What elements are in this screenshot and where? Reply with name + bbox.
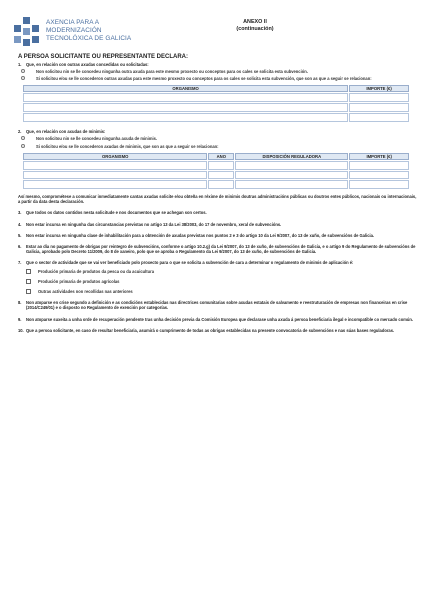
q2-option-no[interactable]: Non solicitou nin se lle concedeu ningunha axuda de minimis. [18, 136, 418, 141]
item-9: 9. Non atoparse suxeita a unha orde de recuperación pendente tras unha decisión previa da Comisión Europea que declarase unha axuda á persoa beneficiaria ilegal e incompatible co mercado común. [18, 316, 413, 322]
question-1: 1. Que, en relación con outras axudas concedidas ou solicitadas: [18, 62, 149, 67]
radio-button[interactable] [21, 136, 25, 140]
annex-heading [195, 19, 315, 33]
sector-option-agricultural[interactable]: Produción primaria de produtos agrícolas [18, 279, 418, 284]
radio-button[interactable] [21, 144, 25, 148]
table-row [23, 113, 409, 122]
declaration-body [18, 54, 418, 333]
checkbox[interactable] [26, 289, 31, 294]
annex-title: ANEXO II [243, 19, 267, 25]
item-4: 4. Non estar incursa en ningunha das circunstancias previstas no artigo 13 da Lei 38/2003, do 17 de novembro, xeral de subvencións. [18, 221, 282, 227]
radio-button[interactable] [21, 69, 25, 73]
q1-aid-table [22, 84, 410, 123]
q2-minimis-table [22, 152, 410, 190]
checkbox[interactable] [26, 279, 31, 284]
agency-logo-mark-icon [14, 17, 40, 47]
annex-subtitle: (continuación) [236, 26, 274, 32]
q1-option-yes[interactable]: Si solicitou e/ou se lle concederon outras axudas para este mesmo proxecto ou conceptos para os cales se solicita esta subvención, que son as que a seguir se relacionan: [18, 76, 418, 81]
col-ano: ANO [208, 153, 234, 160]
checkbox[interactable] [26, 269, 31, 274]
table-row [23, 103, 409, 112]
table-row [23, 161, 409, 170]
agency-name: AXENCIA PARA A MODERNIZACIÓN TECNOLÓXICA DE GALICIA [46, 19, 132, 42]
item-8: 8. Non atoparse en crise segundo a definición e as condicións establecidas nas directrices comunitarias sobre axudas estatais de salvamento e reestruturación de empresas non financeiras en crise (2014/C249/01) e o disposto no Regulamento de exención por categorías. [18, 300, 408, 311]
col-importe: IMPORTE (€) [349, 153, 409, 160]
q1-option-no[interactable]: Non solicitou nin se lle concedeu ningunha outra axuda para este mesmo proxecto ou conceptos para os cales se solicita esta subvención. [18, 69, 418, 74]
item-6: 6. Estar ao día no pagamento de obrigas por reintegro de subvencións, conforme o artigo 10.2.g) da Lei 9/2007, do 13 de xuño, de subvencións de Galicia, e o artigo 9 do Regulamento de subvencións de Galicia, aprobado polo Decreto 11/2009, do 8 de xaneiro, polo que se aproba o Regulamento da Lei 9/2007, do 13 de xuño, de subvencións de Galicia. [18, 243, 416, 255]
q2-option-yes[interactable]: Si solicitou e/ou se lle concederon axudas de minimis, que son as que a seguir se relacionan: [18, 144, 418, 149]
section-title: A PERSOA SOLICITANTE OU REPRESENTANTE DECLARA: [18, 54, 189, 60]
table-row [23, 180, 409, 189]
col-disposicion: DISPOSICIÓN REGULADORA [235, 153, 348, 160]
item-7: 7. Que o sector de actividade que se vai ver beneficiado polo proxecto para o que se solicita a subvención de cara a determinar o regulamento de minimis de aplicación é: [18, 260, 354, 266]
agency-logo [14, 17, 164, 53]
question-2: 2. Que, en relación con axudas de minimis: [18, 128, 106, 134]
item-10: 10. Que a persoa solicitante, en caso de resultar beneficiaria, asumirá o cumprimento de todas as obrigas establecidas na presente convocatoria de subvencións e nas súas bases reguladoras. [18, 327, 395, 333]
col-importe: IMPORTE (€) [349, 85, 409, 92]
minimis-commitment: Así mesmo, comprométese a comunicar inmediatamente cantas axudas solicite e/ou obteña en réxime de minimis doutras administracións públicas ou doutros entes públicos, nacionais ou internacionais, a partir da data desta declaración. [18, 193, 417, 205]
item-3: 3. Que todos os datos contidos nesta solicitude e nos documentos que se achegan son certos. [18, 210, 207, 216]
item-5: 5. Non estar incursa en ningunha clase de inhabilitación para a obtención de axudas previstas nos puntos 2 e 3 do artigo 10 da Lei 9/2007, do 13 de xuño, de subvencións de Galicia. [18, 232, 375, 238]
table-row [23, 171, 409, 180]
radio-button[interactable] [21, 76, 25, 80]
col-organismo: ORGANISMO [23, 85, 348, 92]
col-organismo: ORGANISMO [23, 153, 207, 160]
table-row [23, 93, 409, 102]
sector-option-fishing[interactable]: Produción primaria de produtos da pesca ou da acuicultura [18, 269, 418, 274]
sector-option-other[interactable]: Outras actividades non recollidas nas anteriores [18, 289, 418, 294]
